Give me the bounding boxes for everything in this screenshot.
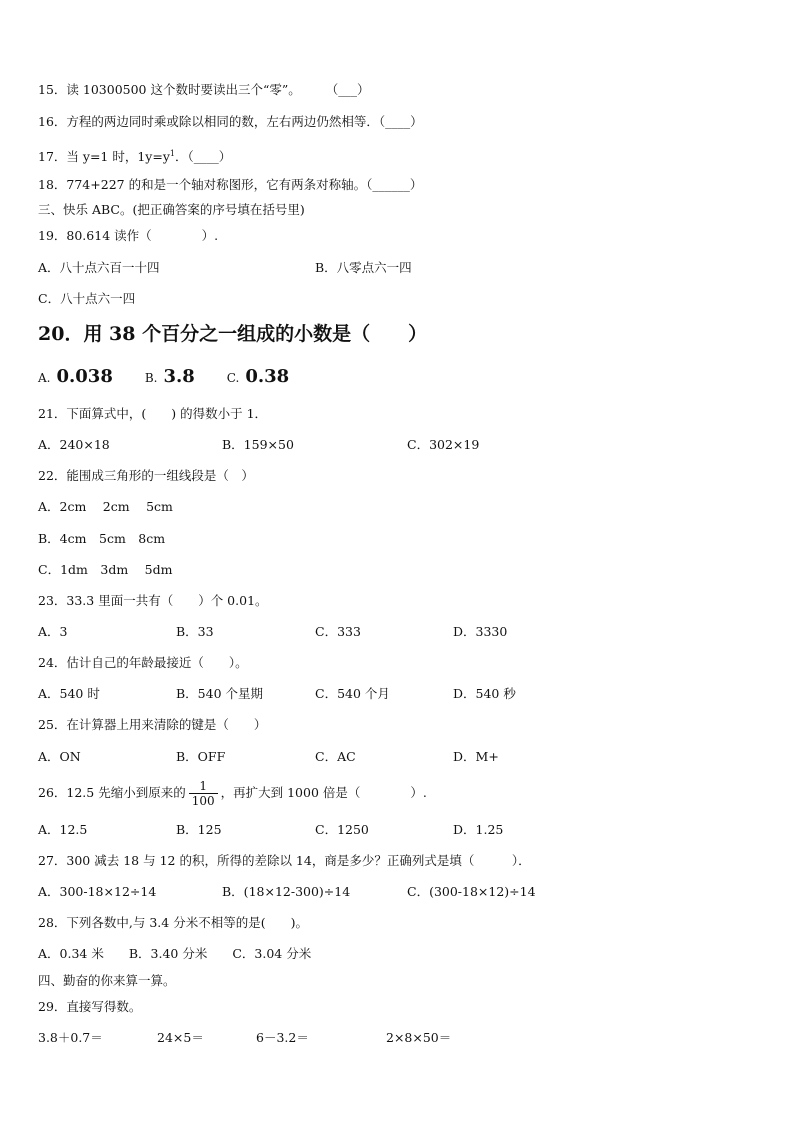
q24-option-c: C．540 个月 [315, 686, 390, 701]
q24-option-b: B．540 个星期 [176, 686, 264, 701]
q17-superscript: 1 [169, 149, 175, 158]
q22-option-a: A．2cm 2cm 5cm [38, 499, 173, 514]
q17 [38, 146, 231, 165]
q22-option-b: B．4cm 5cm 8cm [38, 531, 166, 546]
q26-text: 26．12.5 先缩小到原来的 [38, 785, 186, 800]
q27: 27．300 减去 18 与 12 的积，所得的差除以 14，商是多少？正确列式是填（ ）． [38, 853, 531, 868]
q23-option-b: B．33 [176, 624, 214, 639]
q20-options [38, 366, 289, 389]
q26-option-a: A．12.5 [38, 822, 88, 837]
q25-option-b: B．OFF [176, 749, 226, 764]
q20-option-c: 0.38 [245, 366, 290, 387]
q21-option-b: B．159×50 [222, 437, 294, 452]
q23-option-c: C．333 [315, 624, 361, 639]
q21-option-c: C．302×19 [407, 437, 480, 452]
q26-option-d: D．1.25 [453, 822, 504, 837]
q17-blank: ．（____） [175, 149, 232, 165]
q21: 21．下面算式中，( ) 的得数小于 1． [38, 406, 268, 421]
q26 [38, 774, 427, 812]
q29-item-1: 3.8＋0.7＝ [38, 1030, 103, 1045]
q25-option-d: D．M+ [453, 749, 499, 764]
q25-option-c: C．AC [315, 749, 356, 764]
q18: 18．774+227 的和是一个轴对称图形，它有两条对称轴。（______） [38, 177, 423, 192]
q25-option-a: A．ON [38, 749, 81, 764]
q15: 15．读 10300500 这个数时要读出三个“零”。 （___） [38, 82, 370, 97]
q21-option-a: A．240×18 [38, 437, 110, 452]
q29-item-4: 2×8×50＝ [386, 1030, 452, 1045]
q24-option-a: A．540 时 [38, 686, 100, 701]
q28: 28．下列各数中,与 3.4 分米不相等的是( )。 [38, 915, 308, 930]
q22-option-c: C．1dm 3dm 5dm [38, 562, 173, 577]
q22: 22．能围成三角形的一组线段是（ ） [38, 468, 254, 483]
q23-option-d: D．3330 [453, 624, 508, 639]
q29: 29．直接写得数。 [38, 999, 142, 1014]
q17-text: 17．当 y=1 时，1y=y [38, 149, 170, 165]
q20-option-a: 0.038 [56, 366, 113, 387]
q27-option-b: B．(18×12-300)÷14 [222, 884, 351, 899]
q20-option-b: 3.8 [163, 366, 195, 387]
q20-option-c-label: C. [226, 371, 240, 385]
q27-option-a: A．300-18×12÷14 [38, 884, 157, 899]
q19-option-a: A．八十点六百一十四 [38, 260, 160, 275]
section-3-heading: 三、快乐 ABC。(把正确答案的序号填在括号里) [38, 202, 305, 217]
q20-option-a-label: A. [38, 371, 51, 385]
q24: 24．估计自己的年龄最接近（ ）。 [38, 655, 248, 670]
q25: 25．在计算器上用来清除的键是（ ） [38, 717, 267, 732]
q28-options: A．0.34 米 B．3.40 分米 C．3.04 分米 [38, 946, 312, 961]
q23-option-a: A．3 [38, 624, 68, 639]
section-4-heading: 四、勤奋的你来算一算。 [38, 973, 176, 988]
q29-item-3: 6－3.2＝ [256, 1030, 309, 1045]
q19: 19．80.614 读作（ ）. [38, 228, 219, 243]
q26-text-end: ，再扩大到 1000 倍是（ ）. [220, 785, 427, 800]
q27-option-c: C．(300-18×12)÷14 [407, 884, 536, 899]
q20-option-b-label: B. [144, 371, 158, 385]
q23: 23．33.3 里面一共有（ ）个 0.01。 [38, 593, 268, 608]
q26-option-b: B．125 [176, 822, 222, 837]
q19-option-b: B．八零点六一四 [315, 260, 412, 275]
q19-option-c: C．八十点六一四 [38, 291, 136, 306]
fraction-numerator: 1 [189, 779, 218, 794]
q16: 16．方程的两边同时乘或除以相同的数，左右两边仍然相等．（____） [38, 114, 423, 129]
q29-item-2: 24×5＝ [157, 1030, 204, 1045]
q20: 20．用 38 个百分之一组成的小数是（ ） [38, 323, 428, 345]
fraction-one-hundredth [189, 779, 218, 808]
fraction-denominator: 100 [191, 794, 215, 808]
q24-option-d: D．540 秒 [453, 686, 516, 701]
q26-option-c: C．1250 [315, 822, 369, 837]
